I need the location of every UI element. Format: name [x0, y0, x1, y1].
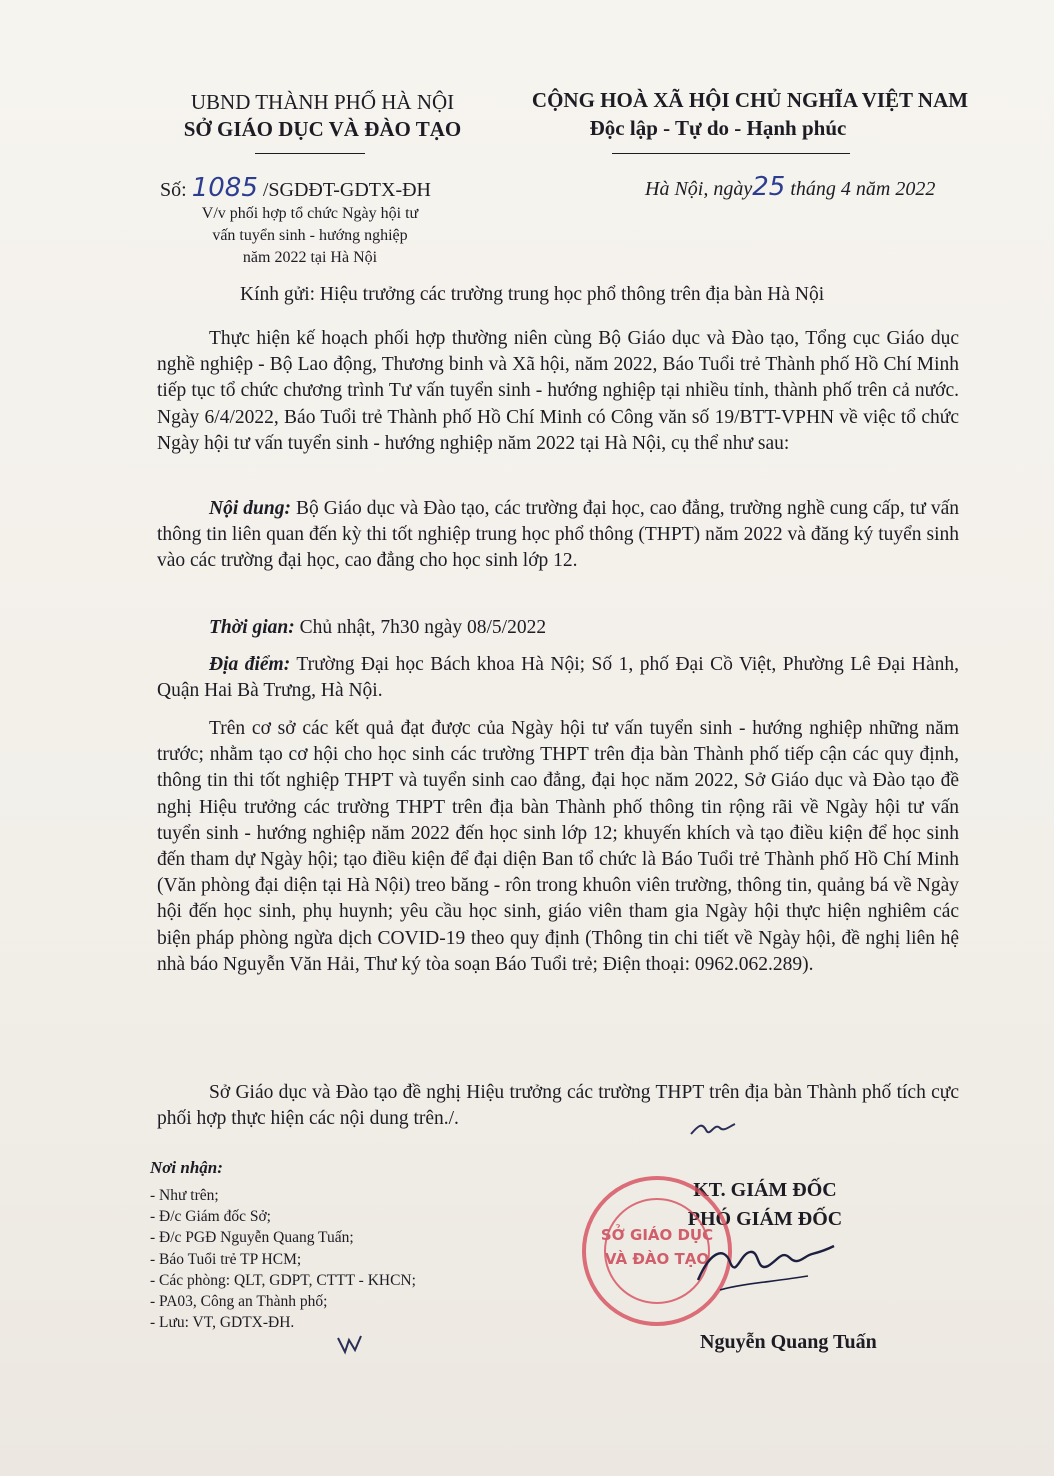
document-date — [645, 172, 935, 202]
place-text: Trường Đại học Bách khoa Hà Nội; Số 1, phố Đại Cồ Việt, Phường Lê Đại Hành, Quận Hai Bà Trưng, Hà Nội. — [157, 654, 959, 702]
recipient-item: - PA03, Công an Thành phố; — [150, 1293, 328, 1311]
recipient-item: - Báo Tuổi trẻ TP HCM; — [150, 1250, 302, 1268]
date-suffix: tháng 4 năm 2022 — [790, 178, 936, 200]
recipient-item: - Đ/c Giám đốc Sở; — [150, 1208, 271, 1226]
national-title: CỘNG HOÀ XÃ HỘI CHỦ NGHĨA VIỆT NAM — [531, 88, 969, 112]
subject-line: V/v phối hợp tổ chức Ngày hội tư — [201, 205, 419, 222]
paragraph-intro-text: Thực hiện kế hoạch phối hợp thường niên cùng Bộ Giáo dục và Đào tạo, Tổng cục Giáo dục nghề nghiệp - Bộ Lao động, Thương binh và Xã hội, năm 2022, Báo Tuổi trẻ Thành phố Hồ Chí Minh tiếp tục tổ chức chương trình Tư vấn tuyển sinh - hướng nghiệp tại nhiều tỉnh, thành phố trên cả nước. Ngày 6/4/2022, Báo Tuổi trẻ Thành phố Hồ Chí Minh có Công văn số 19/BTT-VPHN về việc tổ chức Ngày hội tư vấn tuyển sinh - hướng nghiệp năm 2022 tại Hà Nội, cụ thể như sau: — [157, 328, 959, 454]
content-text: Bộ Giáo dục và Đào tạo, các trường đại học, cao đẳng, trường nghề cung cấp, tư vấn thông tin liên quan đến kỳ thi tốt nghiệp trung học phổ thông (THPT) năm 2022 và đăng ký tuyển sinh vào các trường đại học, cao đẳng cho học sinh lớp 12. — [157, 498, 959, 572]
handwritten-signature — [690, 1232, 840, 1302]
signer-name: Nguyễn Quang Tuấn — [700, 1331, 877, 1353]
paragraph-request-text: Trên cơ sở các kết quả đạt được của Ngày hội tư vấn tuyển sinh - hướng nghiệp những năm trước; nhằm tạo cơ hội cho học sinh các trường THPT trên địa bàn Thành phố tiếp cận các quy định, thông tin thi tốt nghiệp THPT và tuyển sinh cao đẳng, đại học năm 2022, Sở Giáo dục và Đào tạo đề nghị Hiệu trưởng các trường THPT trên địa bàn Thành phố thông tin rộng rãi về Ngày hội tư vấn tuyển sinh - hướng nghiệp năm 2022 đến học sinh lớp 12; khuyến khích và tạo điều kiện để học sinh đến tham dự Ngày hội; tạo điều kiện để đại diện Ban tổ chức là Báo Tuổi trẻ Thành phố Hồ Chí Minh (Văn phòng đại diện tại Hà Nội) treo băng - rôn trong khuôn viên trường, thông tin, quảng bá về Ngày hội đến học sinh, phụ huynh; yêu cầu học sinh, giáo viên tham gia Ngày hội thực hiện nghiêm các biện pháp phòng ngừa dịch COVID-19 theo quy định (Thông tin chi tiết về Ngày hội, đề nghị liên hệ nhà báo Nguyễn Văn Hải, Thư ký tòa soạn Báo Tuổi trẻ; Điện thoại: 0962.062.289). — [157, 718, 959, 975]
recipient-item: - Lưu: VT, GDTX-ĐH. — [150, 1314, 295, 1332]
salutation: Kính gửi: Hiệu trưởng các trường trung học phổ thông trên địa bàn Hà Nội — [240, 284, 825, 305]
content-label: Nội dung: — [209, 498, 291, 519]
date-prefix: Hà Nội, ngày — [645, 178, 753, 200]
paragraph-time — [157, 615, 959, 641]
place-label: Địa điểm: — [209, 654, 291, 675]
signature-title-2: PHÓ GIÁM ĐỐC — [687, 1208, 843, 1230]
paragraph-request — [157, 716, 959, 978]
subject-line: vấn tuyển sinh - hướng nghiệp — [212, 227, 408, 244]
national-motto: Độc lập - Tự do - Hạnh phúc — [589, 116, 847, 140]
paragraph-closing — [157, 1080, 959, 1132]
issuer-department: SỞ GIÁO DỤC VÀ ĐÀO TẠO — [183, 117, 462, 141]
national-motto-block — [505, 88, 995, 141]
time-label: Thời gian: — [209, 617, 295, 638]
recipient-item: - Các phòng: QLT, GDPT, CTTT - KHCN; — [150, 1271, 416, 1289]
doc-number-prefix: Số: — [160, 179, 187, 201]
signature-title-1: KT. GIÁM ĐỐC — [693, 1179, 837, 1201]
paragraph-closing-text: Sở Giáo dục và Đào tạo đề nghị Hiệu trưởng các trường THPT trên địa bàn Thành phố tích cực phối hợp thực hiện các nội dung trên./. — [157, 1082, 959, 1130]
initials-mark — [688, 1116, 738, 1142]
date-handwritten-day: 25 — [752, 172, 786, 202]
paragraph-place — [157, 652, 959, 704]
archive-initials-mark — [335, 1332, 365, 1356]
paragraph-content — [157, 496, 959, 575]
recipient-item: - Đ/c PGĐ Nguyễn Quang Tuấn; — [150, 1229, 354, 1247]
doc-number-suffix: /SGDĐT-GDTX-ĐH — [262, 179, 432, 201]
issuer-authority: UBND THÀNH PHỐ HÀ NỘI — [190, 90, 455, 114]
recipients-title: Nơi nhận: — [150, 1158, 223, 1177]
time-text: Chủ nhật, 7h30 ngày 08/5/2022 — [299, 617, 547, 638]
recipients-list — [150, 1185, 416, 1333]
recipient-item: - Như trên; — [150, 1187, 219, 1204]
document-number — [160, 173, 431, 203]
paragraph-intro — [157, 326, 959, 457]
subject-line: năm 2022 tại Hà Nội — [242, 249, 378, 266]
subject-block — [150, 203, 470, 269]
stamp-line: SỞ GIÁO DỤC — [600, 1226, 714, 1244]
doc-number-handwritten: 1085 — [191, 173, 258, 203]
motto-underline — [612, 153, 850, 154]
stamp-line: VÀ ĐÀO TẠO — [604, 1250, 710, 1268]
issuer-underline — [255, 153, 365, 154]
